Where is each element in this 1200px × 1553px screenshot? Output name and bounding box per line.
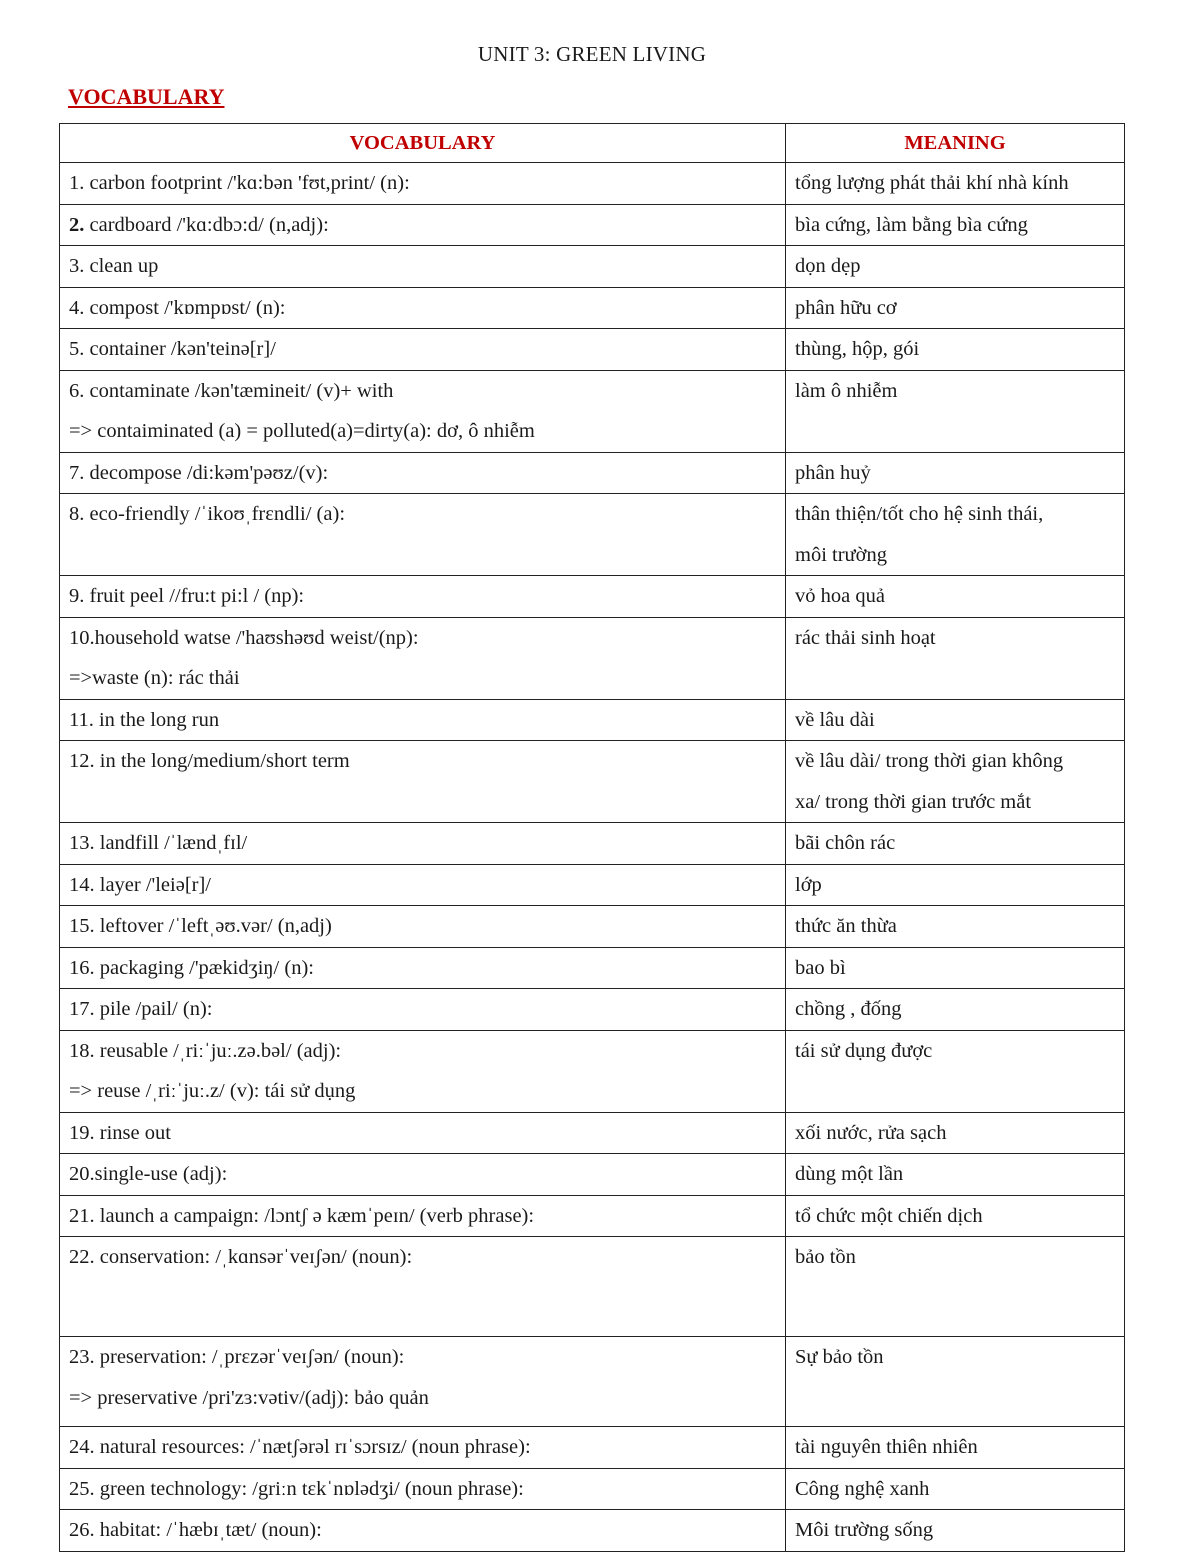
table-row	[60, 1195, 1125, 1237]
table-row	[60, 1154, 1125, 1196]
table-row	[60, 1237, 1125, 1337]
vocabulary-cell	[60, 1154, 786, 1196]
vocabulary-cell	[60, 204, 786, 246]
table-row	[60, 1030, 1125, 1112]
meaning-line: phân hữu cơ	[795, 296, 897, 319]
meaning-line: bãi chôn rác	[795, 832, 896, 854]
meaning-cell	[786, 1195, 1125, 1237]
vocabulary-cell	[60, 823, 786, 865]
vocabulary-cell	[60, 163, 786, 205]
vocabulary-line: 18. reusable /ˌriːˈjuː.zə.bəl/ (adj):	[69, 1039, 342, 1062]
vocabulary-line: 15. leftover /ˈleftˌəʊ.vər/ (n,adj)	[69, 915, 332, 937]
meaning-line: tổng lượng phát thải khí nhà kính	[795, 172, 1069, 194]
table-row	[60, 906, 1125, 948]
meaning-cell	[786, 989, 1125, 1031]
meaning-line: về lâu dài/ trong thời gian không	[795, 750, 1064, 772]
vocabulary-line: 26. habitat: /ˈhæbɪˌtæt/ (noun):	[69, 1519, 322, 1541]
table-row	[60, 246, 1125, 288]
meaning-line: tài nguyên thiên nhiên	[795, 1436, 978, 1458]
vocabulary-line: 11. in the long run	[69, 708, 220, 731]
meaning-line: môi trường	[795, 543, 887, 566]
meaning-line: thân thiện/tốt cho hệ sinh thái,	[795, 503, 1044, 525]
table-row	[60, 741, 1125, 823]
meaning-line: bảo tồn	[795, 1246, 856, 1268]
vocabulary-line: 8. eco-friendly /ˈikoʊˌfrɛndli/ (a):	[69, 503, 346, 525]
meaning-cell	[786, 1112, 1125, 1154]
table-row	[60, 1468, 1125, 1510]
meaning-cell	[786, 1237, 1125, 1337]
vocabulary-line: 23. preservation: /ˌprɛzərˈveɪʃən/ (noun):	[69, 1346, 405, 1368]
meaning-cell	[786, 699, 1125, 741]
meaning-cell	[786, 864, 1125, 906]
vocabulary-cell	[60, 989, 786, 1031]
meaning-line: thùng, hộp, gói	[795, 338, 920, 360]
vocabulary-line: 4. compost /'kɒmpɒst/ (n):	[69, 296, 286, 319]
table-row	[60, 452, 1125, 494]
table-row	[60, 204, 1125, 246]
meaning-cell	[786, 204, 1125, 246]
meaning-cell	[786, 823, 1125, 865]
vocabulary-cell	[60, 864, 786, 906]
vocabulary-line: 3. clean up	[69, 255, 159, 277]
meaning-cell	[786, 1030, 1125, 1112]
vocabulary-line: 2. cardboard /'kɑ:dbɔ:d/ (n,adj):	[69, 213, 329, 236]
vocabulary-cell	[60, 494, 786, 576]
vocabulary-cell	[60, 617, 786, 699]
vocabulary-line: 16. packaging /'pækidʒiŋ/ (n):	[69, 956, 314, 979]
vocabulary-line: 22. conservation: /ˌkɑnsərˈveɪʃən/ (noun):	[69, 1246, 413, 1268]
table-body	[60, 163, 1125, 1552]
meaning-line: dọn dẹp	[795, 255, 861, 277]
vocabulary-table	[59, 123, 1125, 1552]
table-row	[60, 1510, 1125, 1552]
meaning-cell	[786, 1337, 1125, 1427]
vocabulary-line: =>waste (n): rác thải	[69, 667, 240, 689]
meaning-cell	[786, 617, 1125, 699]
meaning-line: thức ăn thừa	[795, 915, 897, 937]
vocabulary-line: 6. contaminate /kən'tæmineit/ (v)+ with	[69, 379, 394, 402]
vocabulary-cell	[60, 1237, 786, 1337]
meaning-line: Môi trường sống	[795, 1519, 934, 1541]
table-row	[60, 494, 1125, 576]
table-row	[60, 163, 1125, 205]
vocabulary-cell	[60, 246, 786, 288]
meaning-cell	[786, 947, 1125, 989]
table-row	[60, 370, 1125, 452]
vocabulary-line: 17. pile /pail/ (n):	[69, 998, 213, 1020]
page-title: UNIT 3: GREEN LIVING	[477, 42, 707, 66]
meaning-cell	[786, 452, 1125, 494]
vocabulary-cell	[60, 1510, 786, 1552]
meaning-line: xối nước, rửa sạch	[795, 1121, 947, 1144]
vocabulary-line: 10.household watse /'haʊshəʊd weist/(np):	[69, 626, 419, 649]
column-header-meaning: MEANING	[786, 124, 1125, 163]
table-row	[60, 989, 1125, 1031]
meaning-cell	[786, 246, 1125, 288]
vocabulary-line: 25. green technology: /griːn tɛkˈnɒlədʒi/ (noun phrase):	[69, 1477, 524, 1500]
table-row	[60, 699, 1125, 741]
meaning-line: vỏ hoa quả	[795, 585, 885, 607]
table-row	[60, 1337, 1125, 1427]
vocabulary-line: 13. landfill /ˈlændˌfɪl/	[69, 832, 248, 854]
meaning-line: làm ô nhiễm	[795, 379, 898, 402]
vocabulary-line: 5. container /kən'teinə[r]/	[69, 338, 276, 360]
meaning-line: về lâu dài	[795, 708, 875, 731]
meaning-line: phân huỷ	[795, 461, 871, 484]
meaning-cell	[786, 287, 1125, 329]
meaning-cell	[786, 494, 1125, 576]
table-header-row	[60, 124, 1125, 163]
section-heading: VOCABULARY	[68, 84, 225, 109]
vocabulary-line: => reuse /ˌriːˈjuː.z/ (v): tái sử dụng	[69, 1080, 356, 1102]
meaning-cell	[786, 329, 1125, 371]
vocabulary-line: 20.single-use (adj):	[69, 1163, 228, 1185]
meaning-line: bao bì	[795, 956, 846, 979]
meaning-cell	[786, 1468, 1125, 1510]
vocabulary-cell	[60, 287, 786, 329]
meaning-cell	[786, 370, 1125, 452]
vocabulary-line: 21. launch a campaign: /lɔntʃ ə kæmˈpeɪn/ (verb phrase):	[69, 1204, 535, 1227]
vocabulary-line: => contaiminated (a) = polluted(a)=dirty(a): dơ, ô nhiễm	[69, 420, 535, 442]
table-row	[60, 1112, 1125, 1154]
vocabulary-cell	[60, 370, 786, 452]
meaning-line: dùng một lần	[795, 1163, 904, 1185]
vocabulary-line	[69, 1278, 776, 1319]
vocabulary-cell	[60, 947, 786, 989]
vocabulary-line: 12. in the long/medium/short term	[69, 750, 350, 772]
meaning-cell	[786, 1154, 1125, 1196]
meaning-line: bìa cứng, làm bằng bìa cứng	[795, 213, 1028, 236]
vocabulary-cell	[60, 576, 786, 618]
meaning-line: Sự bảo tồn	[795, 1346, 884, 1368]
meaning-cell	[786, 741, 1125, 823]
vocabulary-cell	[60, 1427, 786, 1469]
table-row	[60, 1427, 1125, 1469]
table-row	[60, 823, 1125, 865]
meaning-cell	[786, 1510, 1125, 1552]
vocabulary-cell	[60, 741, 786, 823]
table-row	[60, 864, 1125, 906]
vocabulary-line: 14. layer /'leiə[r]/	[69, 873, 211, 896]
vocabulary-line: => preservative /pri'zɜ:vətiv/(adj): bảo quản	[69, 1386, 429, 1409]
table-row	[60, 576, 1125, 618]
vocabulary-line	[69, 535, 776, 576]
table-row	[60, 287, 1125, 329]
item-number: 2.	[69, 213, 85, 236]
vocabulary-cell	[60, 906, 786, 948]
vocabulary-cell	[60, 1337, 786, 1427]
meaning-cell	[786, 163, 1125, 205]
meaning-line: xa/ trong thời gian trước mắt	[795, 790, 1032, 813]
meaning-cell	[786, 1427, 1125, 1469]
vocabulary-cell	[60, 1195, 786, 1237]
column-header-vocabulary: VOCABULARY	[60, 124, 786, 163]
vocabulary-line: 7. decompose /di:kəm'pəʊz/(v):	[69, 461, 329, 484]
vocabulary-line	[69, 782, 776, 823]
meaning-line: lớp	[795, 873, 822, 896]
vocabulary-cell	[60, 699, 786, 741]
vocabulary-cell	[60, 329, 786, 371]
meaning-line: Công nghệ xanh	[795, 1477, 930, 1500]
vocabulary-line: 1. carbon footprint /'kɑ:bən 'fʊt,print/ (n):	[69, 172, 410, 194]
table-row	[60, 329, 1125, 371]
meaning-cell	[786, 576, 1125, 618]
meaning-line: chồng , đống	[795, 998, 902, 1020]
vocabulary-line: 9. fruit peel //fru:t pi:l / (np):	[69, 585, 305, 607]
vocabulary-cell	[60, 1468, 786, 1510]
meaning-cell	[786, 906, 1125, 948]
vocabulary-cell	[60, 1112, 786, 1154]
vocabulary-line: 19. rinse out	[69, 1121, 171, 1144]
meaning-line: tổ chức một chiến dịch	[795, 1204, 983, 1227]
vocabulary-cell	[60, 1030, 786, 1112]
vocabulary-cell	[60, 452, 786, 494]
table-row	[60, 617, 1125, 699]
meaning-line: rác thải sinh hoạt	[795, 626, 936, 649]
meaning-line: tái sử dụng được	[795, 1039, 933, 1062]
table-row	[60, 947, 1125, 989]
vocabulary-line: 24. natural resources: /ˈnætʃərəl rɪˈsɔrsɪz/ (noun phrase):	[69, 1436, 531, 1458]
